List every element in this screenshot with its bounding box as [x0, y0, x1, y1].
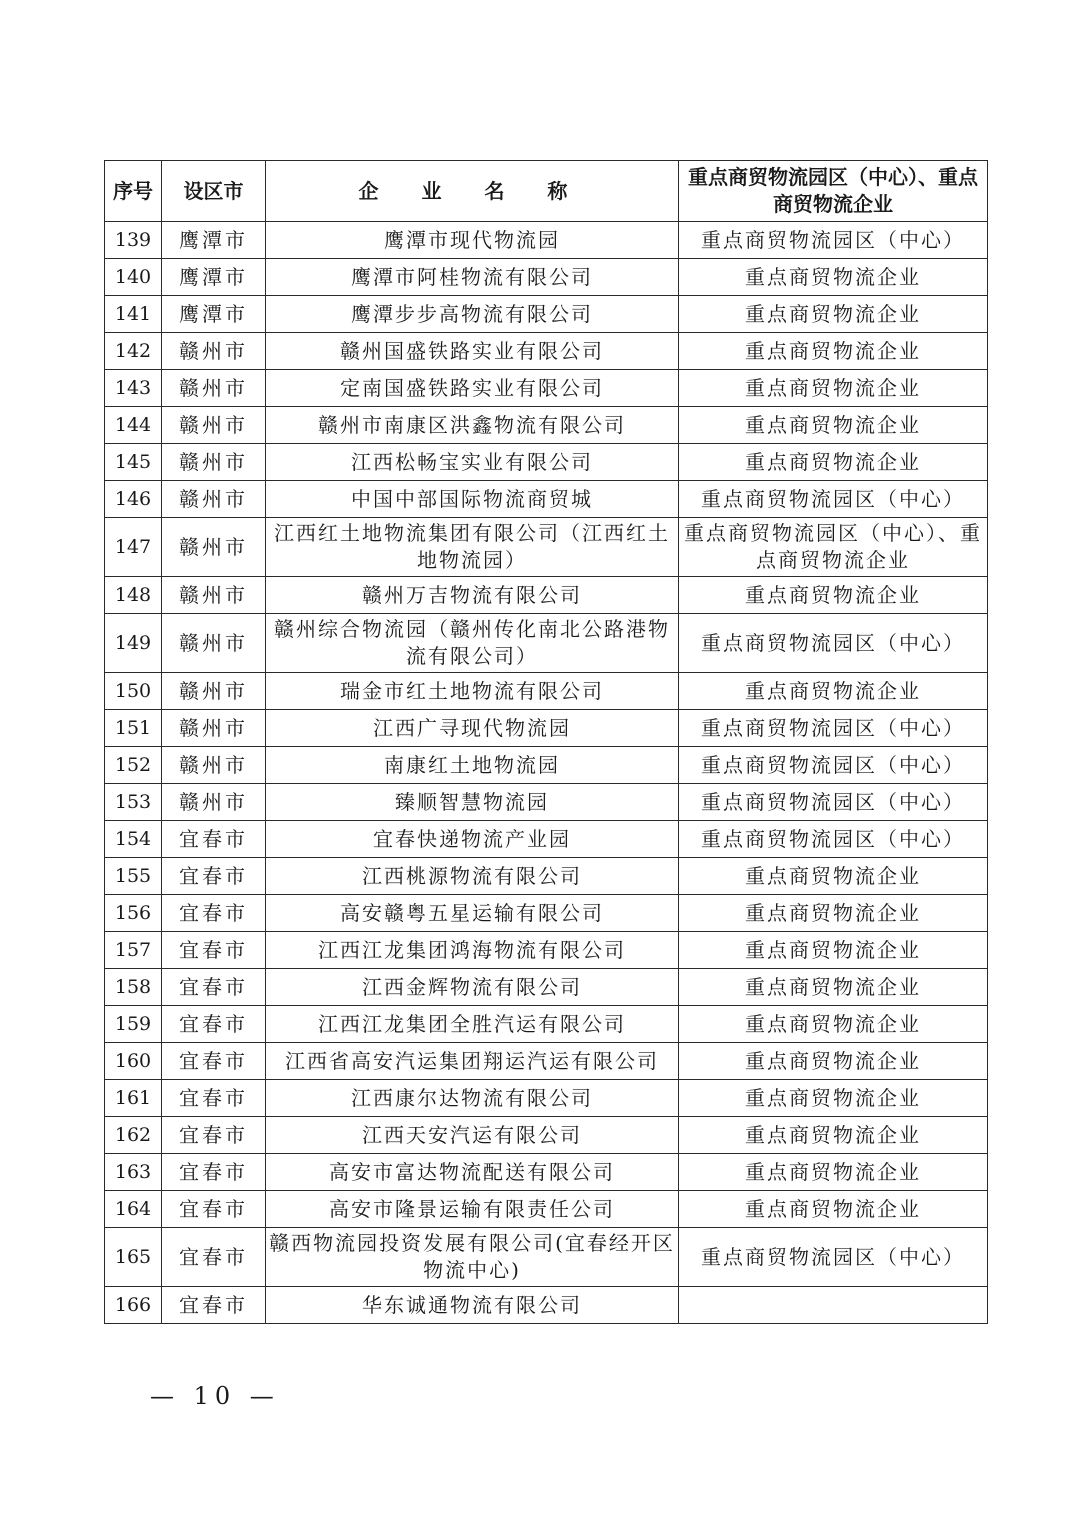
city-cell: 赣州市: [162, 614, 266, 673]
city-cell: 鹰潭市: [162, 259, 266, 296]
enterprise-name-cell: 鹰潭市阿桂物流有限公司: [266, 259, 679, 296]
category-cell: 重点商贸物流园区（中心）: [679, 222, 988, 259]
category-cell: 重点商贸物流企业: [679, 1043, 988, 1080]
table-row: [105, 222, 988, 259]
city-cell: 宜春市: [162, 969, 266, 1006]
city-cell: 赣州市: [162, 673, 266, 710]
table-row: [105, 481, 988, 518]
serial-number-cell: 160: [105, 1043, 162, 1080]
table-row: [105, 1043, 988, 1080]
city-cell: 赣州市: [162, 710, 266, 747]
header-enterprise-name: 企 业 名 称: [266, 161, 679, 222]
city-cell: 宜春市: [162, 1228, 266, 1287]
city-cell: 宜春市: [162, 1043, 266, 1080]
enterprise-name-cell: 宜春快递物流产业园: [266, 821, 679, 858]
category-cell: [679, 1287, 988, 1324]
serial-number-cell: 162: [105, 1117, 162, 1154]
table-row: [105, 895, 988, 932]
category-cell: 重点商贸物流企业: [679, 895, 988, 932]
city-cell: 赣州市: [162, 481, 266, 518]
category-cell: 重点商贸物流园区（中心）、重点商贸物流企业: [679, 518, 988, 577]
serial-number-cell: 149: [105, 614, 162, 673]
enterprise-name-cell: 江西天安汽运有限公司: [266, 1117, 679, 1154]
category-cell: 重点商贸物流企业: [679, 333, 988, 370]
city-cell: 宜春市: [162, 895, 266, 932]
enterprise-name-cell: 赣西物流园投资发展有限公司(宜春经开区物流中心): [266, 1228, 679, 1287]
enterprise-name-cell: 赣州万吉物流有限公司: [266, 577, 679, 614]
table-row: [105, 1154, 988, 1191]
table-row: [105, 710, 988, 747]
table-row: [105, 747, 988, 784]
serial-number-cell: 139: [105, 222, 162, 259]
city-cell: 宜春市: [162, 858, 266, 895]
serial-number-cell: 161: [105, 1080, 162, 1117]
header-serial-number: 序号: [105, 161, 162, 222]
city-cell: 赣州市: [162, 784, 266, 821]
serial-number-cell: 152: [105, 747, 162, 784]
serial-number-cell: 163: [105, 1154, 162, 1191]
table-row: [105, 821, 988, 858]
enterprise-name-cell: 江西桃源物流有限公司: [266, 858, 679, 895]
category-cell: 重点商贸物流园区（中心）: [679, 710, 988, 747]
city-cell: 赣州市: [162, 444, 266, 481]
category-cell: 重点商贸物流企业: [679, 407, 988, 444]
serial-number-cell: 155: [105, 858, 162, 895]
city-cell: 赣州市: [162, 407, 266, 444]
table-row: [105, 444, 988, 481]
category-cell: 重点商贸物流园区（中心）: [679, 614, 988, 673]
city-cell: 宜春市: [162, 1287, 266, 1324]
city-cell: 宜春市: [162, 1080, 266, 1117]
category-cell: 重点商贸物流园区（中心）: [679, 784, 988, 821]
serial-number-cell: 141: [105, 296, 162, 333]
header-city: 设区市: [162, 161, 266, 222]
category-cell: 重点商贸物流企业: [679, 259, 988, 296]
enterprise-name-cell: 鹰潭步步高物流有限公司: [266, 296, 679, 333]
enterprise-name-cell: 高安赣粤五星运输有限公司: [266, 895, 679, 932]
enterprise-name-cell: 南康红土地物流园: [266, 747, 679, 784]
city-cell: 鹰潭市: [162, 296, 266, 333]
table-body: [105, 222, 988, 1324]
enterprise-name-cell: 江西江龙集团全胜汽运有限公司: [266, 1006, 679, 1043]
enterprise-name-cell: 鹰潭市现代物流园: [266, 222, 679, 259]
category-cell: 重点商贸物流企业: [679, 1117, 988, 1154]
serial-number-cell: 157: [105, 932, 162, 969]
serial-number-cell: 156: [105, 895, 162, 932]
category-cell: 重点商贸物流园区（中心）: [679, 1228, 988, 1287]
serial-number-cell: 166: [105, 1287, 162, 1324]
enterprise-name-cell: 高安市富达物流配送有限公司: [266, 1154, 679, 1191]
enterprise-name-cell: 赣州市南康区洪鑫物流有限公司: [266, 407, 679, 444]
city-cell: 宜春市: [162, 1191, 266, 1228]
category-cell: 重点商贸物流企业: [679, 969, 988, 1006]
table-row: [105, 1228, 988, 1287]
serial-number-cell: 140: [105, 259, 162, 296]
category-cell: 重点商贸物流企业: [679, 444, 988, 481]
category-cell: 重点商贸物流企业: [679, 370, 988, 407]
serial-number-cell: 143: [105, 370, 162, 407]
category-cell: 重点商贸物流企业: [679, 1080, 988, 1117]
table-row: [105, 296, 988, 333]
city-cell: 赣州市: [162, 577, 266, 614]
enterprise-name-cell: 江西松畅宝实业有限公司: [266, 444, 679, 481]
city-cell: 赣州市: [162, 518, 266, 577]
enterprise-name-cell: 江西红土地物流集团有限公司（江西红土地物流园）: [266, 518, 679, 577]
city-cell: 宜春市: [162, 1006, 266, 1043]
table-header-row: [105, 161, 988, 222]
serial-number-cell: 154: [105, 821, 162, 858]
table-row: [105, 1287, 988, 1324]
enterprise-name-cell: 江西江龙集团鸿海物流有限公司: [266, 932, 679, 969]
serial-number-cell: 148: [105, 577, 162, 614]
table-row: [105, 333, 988, 370]
enterprise-name-cell: 赣州国盛铁路实业有限公司: [266, 333, 679, 370]
category-cell: 重点商贸物流企业: [679, 296, 988, 333]
enterprise-name-cell: 中国中部国际物流商贸城: [266, 481, 679, 518]
category-cell: 重点商贸物流企业: [679, 1006, 988, 1043]
serial-number-cell: 142: [105, 333, 162, 370]
enterprise-name-cell: 赣州综合物流园（赣州传化南北公路港物流有限公司）: [266, 614, 679, 673]
page-number: — 10 —: [150, 1382, 280, 1410]
table-row: [105, 1080, 988, 1117]
table-row: [105, 932, 988, 969]
enterprise-table: [104, 160, 988, 1324]
enterprise-name-cell: 瑞金市红土地物流有限公司: [266, 673, 679, 710]
city-cell: 赣州市: [162, 370, 266, 407]
table-row: [105, 1117, 988, 1154]
serial-number-cell: 145: [105, 444, 162, 481]
city-cell: 宜春市: [162, 1117, 266, 1154]
table-row: [105, 614, 988, 673]
table-row: [105, 969, 988, 1006]
category-cell: 重点商贸物流园区（中心）: [679, 747, 988, 784]
category-cell: 重点商贸物流园区（中心）: [679, 821, 988, 858]
table-row: [105, 1191, 988, 1228]
city-cell: 赣州市: [162, 747, 266, 784]
serial-number-cell: 144: [105, 407, 162, 444]
category-cell: 重点商贸物流企业: [679, 1191, 988, 1228]
table-row: [105, 259, 988, 296]
table-row: [105, 518, 988, 577]
table-row: [105, 577, 988, 614]
serial-number-cell: 147: [105, 518, 162, 577]
category-cell: 重点商贸物流企业: [679, 673, 988, 710]
enterprise-name-cell: 高安市隆景运输有限责任公司: [266, 1191, 679, 1228]
city-cell: 鹰潭市: [162, 222, 266, 259]
serial-number-cell: 158: [105, 969, 162, 1006]
serial-number-cell: 146: [105, 481, 162, 518]
city-cell: 宜春市: [162, 821, 266, 858]
header-category: 重点商贸物流园区（中心）、重点商贸物流企业: [679, 161, 988, 222]
category-cell: 重点商贸物流园区（中心）: [679, 481, 988, 518]
serial-number-cell: 164: [105, 1191, 162, 1228]
category-cell: 重点商贸物流企业: [679, 858, 988, 895]
enterprise-name-cell: 江西广寻现代物流园: [266, 710, 679, 747]
serial-number-cell: 150: [105, 673, 162, 710]
table-row: [105, 858, 988, 895]
table-row: [105, 370, 988, 407]
table-row: [105, 784, 988, 821]
city-cell: 宜春市: [162, 932, 266, 969]
table-row: [105, 1006, 988, 1043]
serial-number-cell: 159: [105, 1006, 162, 1043]
category-cell: 重点商贸物流企业: [679, 1154, 988, 1191]
enterprise-name-cell: 臻顺智慧物流园: [266, 784, 679, 821]
enterprise-name-cell: 定南国盛铁路实业有限公司: [266, 370, 679, 407]
table-row: [105, 407, 988, 444]
serial-number-cell: 153: [105, 784, 162, 821]
serial-number-cell: 151: [105, 710, 162, 747]
enterprise-name-cell: 江西金辉物流有限公司: [266, 969, 679, 1006]
enterprise-name-cell: 江西省高安汽运集团翔运汽运有限公司: [266, 1043, 679, 1080]
serial-number-cell: 165: [105, 1228, 162, 1287]
category-cell: 重点商贸物流企业: [679, 577, 988, 614]
enterprise-name-cell: 江西康尔达物流有限公司: [266, 1080, 679, 1117]
city-cell: 宜春市: [162, 1154, 266, 1191]
city-cell: 赣州市: [162, 333, 266, 370]
category-cell: 重点商贸物流企业: [679, 932, 988, 969]
table-row: [105, 673, 988, 710]
enterprise-name-cell: 华东诚通物流有限公司: [266, 1287, 679, 1324]
